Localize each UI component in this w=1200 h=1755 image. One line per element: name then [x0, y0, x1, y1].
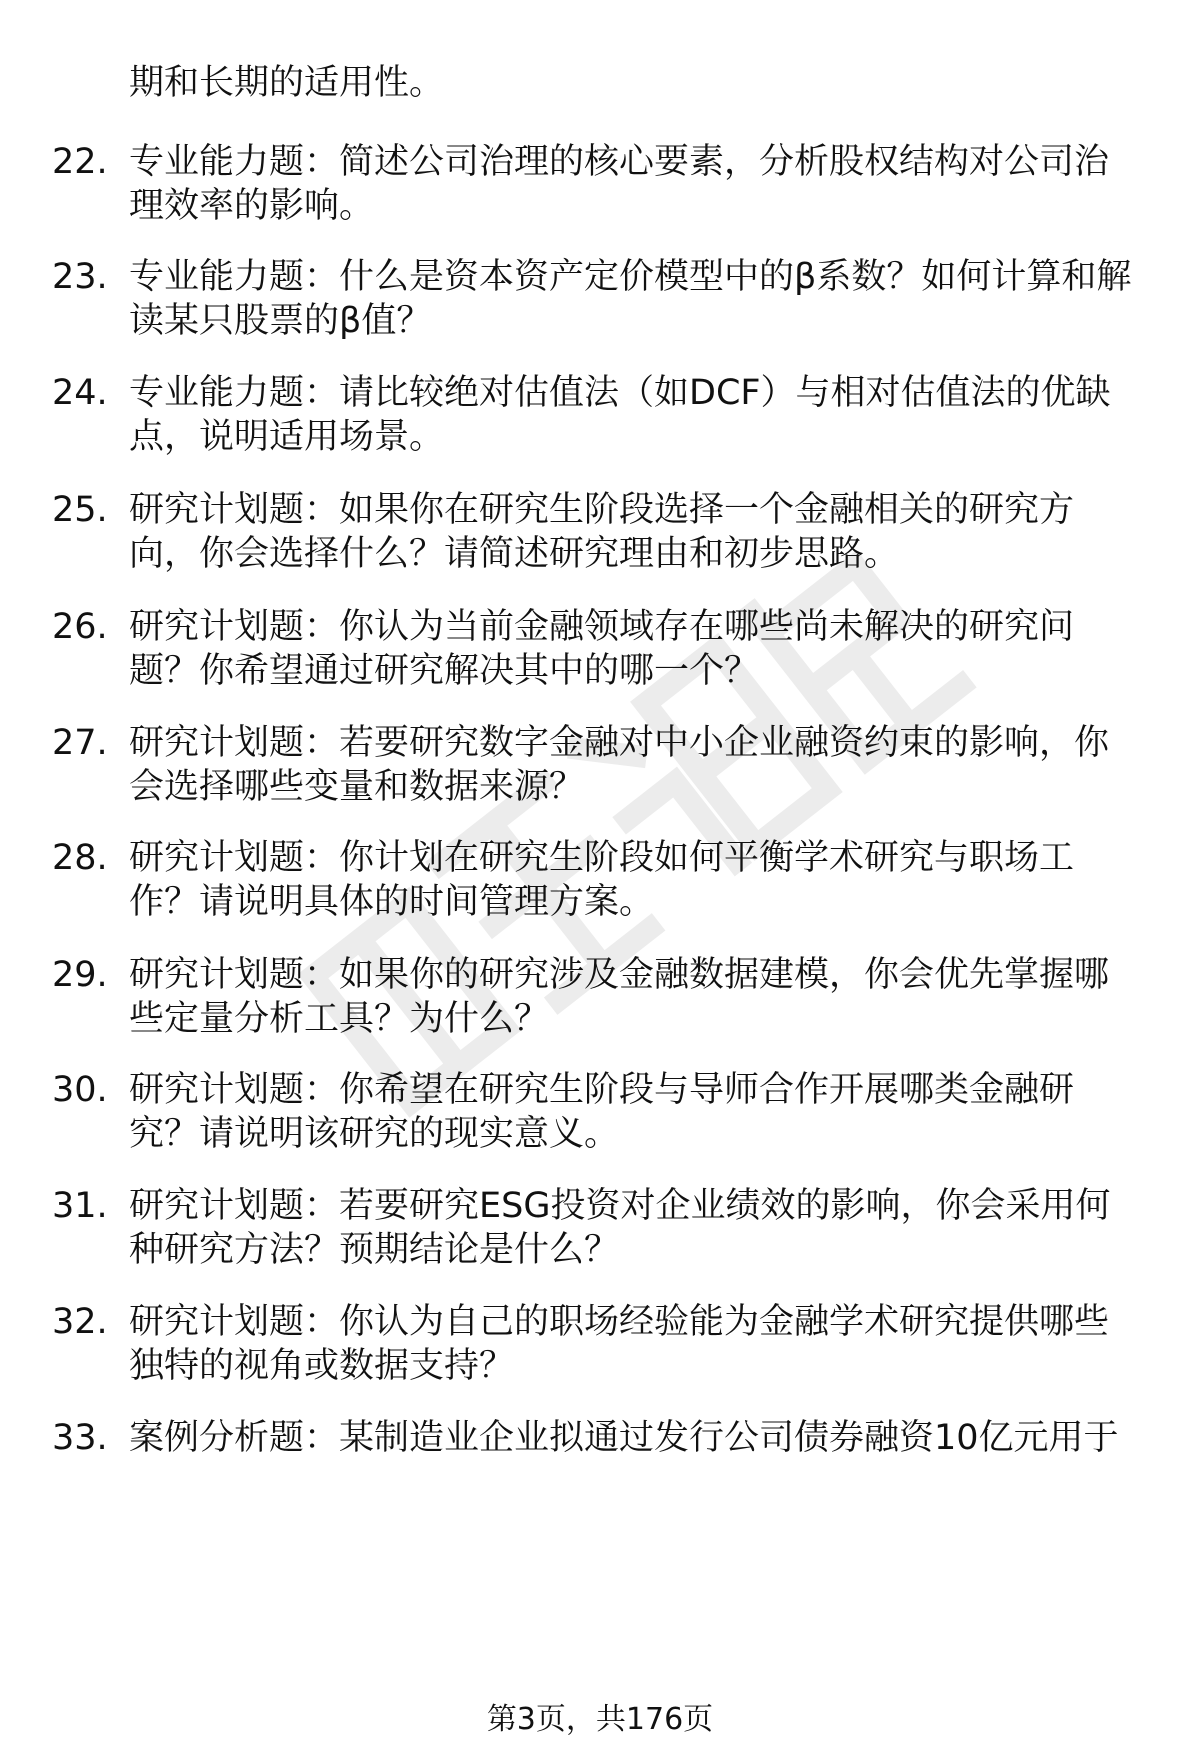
- list-item: [0, 1413, 1200, 1523]
- item-text-line: 研究计划题：你计划在研究生阶段如何平衡学术研究与职场工: [129, 838, 1075, 878]
- item-text-line: 研究计划题：你认为当前金融领域存在哪些尚未解决的研究问: [129, 607, 1075, 647]
- list-item: [0, 602, 1200, 712]
- list-item: [0, 485, 1200, 595]
- item-text-line: 研究计划题：若要研究数字金融对中小企业融资约束的影响，你: [129, 723, 1110, 763]
- item-number: 32.: [52, 1302, 108, 1342]
- list-item: [0, 252, 1200, 362]
- item-text-line: 专业能力题：什么是资本资产定价模型中的β系数？如何计算和解: [129, 257, 1132, 297]
- item-number: 22.: [52, 142, 108, 182]
- item-number: 25.: [52, 490, 108, 530]
- item-text-line: 向，你会选择什么？请简述研究理由和初步思路。: [129, 534, 900, 574]
- item-number: 27.: [52, 723, 108, 763]
- list-item: [0, 368, 1200, 478]
- item-text-line: 题？你希望通过研究解决其中的哪一个？: [129, 651, 760, 691]
- item-number: 23.: [52, 257, 108, 297]
- list-item: [0, 950, 1200, 1060]
- item-text-line: 些定量分析工具？为什么？: [129, 999, 550, 1039]
- item-number: 28.: [52, 838, 108, 878]
- list-item: [0, 718, 1200, 828]
- item-text-line: 案例分析题：某制造业企业拟通过发行公司债券融资10亿元用于: [129, 1418, 1119, 1458]
- item-number: 26.: [52, 607, 108, 647]
- item-text-line: 究？请说明该研究的现实意义。: [129, 1114, 620, 1154]
- continuation-text: 期和长期的适用性。: [129, 63, 445, 103]
- item-text-line: 专业能力题：请比较绝对估值法（如DCF）与相对估值法的优缺: [129, 373, 1111, 413]
- page-footer: 第3页，共176页: [486, 1702, 714, 1737]
- item-text-line: 研究计划题：若要研究ESG投资对企业绩效的影响，你会采用何: [129, 1186, 1111, 1226]
- item-text-line: 种研究方法？预期结论是什么？: [129, 1230, 620, 1270]
- item-text-line: 独特的视角或数据支持？: [129, 1346, 515, 1386]
- list-item: [0, 1181, 1200, 1291]
- item-number: 29.: [52, 955, 108, 995]
- list-item: [0, 1297, 1200, 1407]
- item-text-line: 研究计划题：你认为自己的职场经验能为金融学术研究提供哪些: [129, 1302, 1110, 1342]
- item-text-line: 作？请说明具体的时间管理方案。: [129, 882, 655, 922]
- list-item: [0, 833, 1200, 943]
- item-number: 33.: [52, 1418, 108, 1458]
- item-number: 24.: [52, 373, 108, 413]
- item-text-line: 理效率的影响。: [129, 186, 375, 226]
- item-text-line: 点，说明适用场景。: [129, 417, 445, 457]
- item-number: 31.: [52, 1186, 108, 1226]
- item-text-line: 会选择哪些变量和数据来源？: [129, 767, 585, 807]
- item-number: 30.: [52, 1070, 108, 1110]
- list-item: [0, 137, 1200, 247]
- list-item: [0, 1065, 1200, 1175]
- item-text-line: 专业能力题：简述公司治理的核心要素，分析股权结构对公司治: [129, 142, 1110, 182]
- item-text-line: 研究计划题：如果你在研究生阶段选择一个金融相关的研究方: [129, 490, 1075, 530]
- item-text-line: 研究计划题：如果你的研究涉及金融数据建模，你会优先掌握哪: [129, 955, 1110, 995]
- item-text-line: 研究计划题：你希望在研究生阶段与导师合作开展哪类金融研: [129, 1070, 1075, 1110]
- item-text-line: 读某只股票的β值？: [129, 301, 432, 341]
